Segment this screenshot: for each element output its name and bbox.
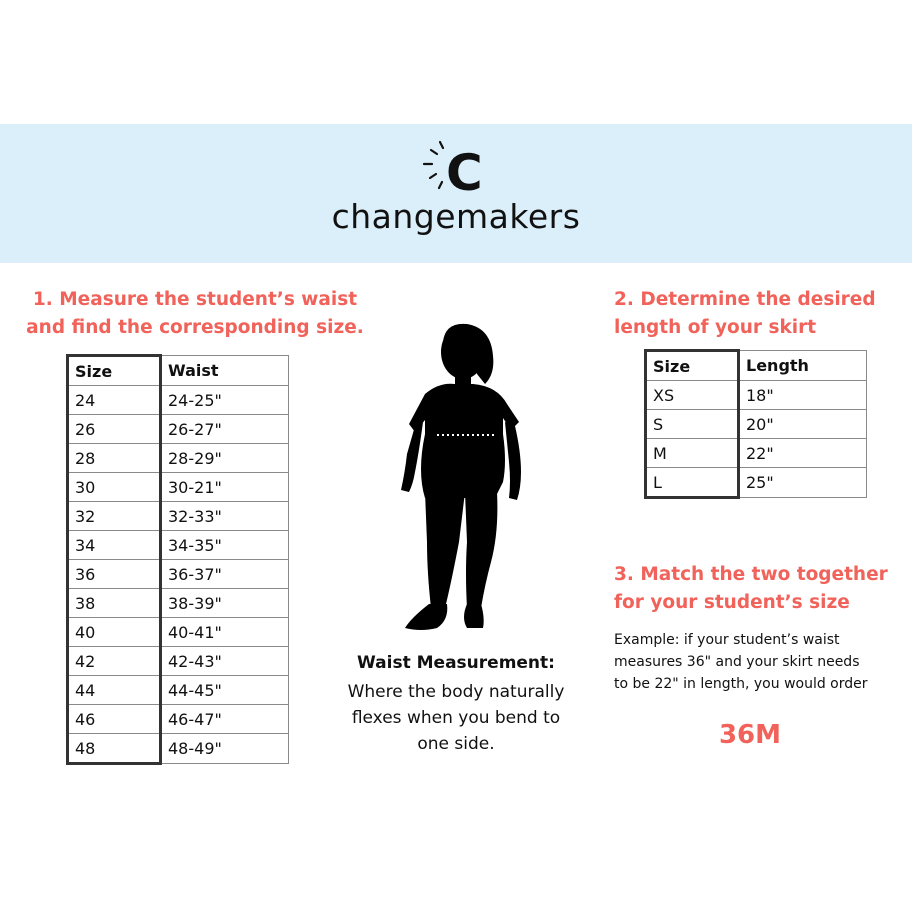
header-measure: Length — [739, 351, 867, 381]
brand-name: changemakers — [331, 197, 581, 236]
cell-measure: 38-39" — [161, 589, 289, 618]
header-size: Size — [68, 356, 161, 386]
step1-heading-line1: 1. Measure the student’s waist — [32, 289, 358, 310]
table-row — [646, 410, 867, 439]
table-row — [68, 502, 289, 531]
cell-size: L — [646, 468, 739, 498]
table-row — [68, 676, 289, 705]
cell-measure: 40-41" — [161, 618, 289, 647]
length-size-table — [644, 349, 867, 499]
cell-size: 44 — [68, 676, 161, 705]
example-line3: to be 22" in length, you would order — [614, 676, 868, 692]
table-header-row — [646, 351, 867, 381]
cell-size: 42 — [68, 647, 161, 676]
table-header-row — [68, 356, 289, 386]
cell-size: 32 — [68, 502, 161, 531]
table-row — [68, 734, 289, 764]
cell-measure: 18" — [739, 381, 867, 410]
table-row — [68, 618, 289, 647]
header-size: Size — [646, 351, 739, 381]
logo-letter: C — [446, 144, 483, 198]
cell-measure: 34-35" — [161, 531, 289, 560]
step2-heading-line1: 2. Determine the desired — [614, 289, 876, 310]
example-line1: Example: if your student’s waist — [614, 632, 840, 648]
table-row — [68, 705, 289, 734]
cell-measure: 32-33" — [161, 502, 289, 531]
cell-measure: 42-43" — [161, 647, 289, 676]
cell-measure: 20" — [739, 410, 867, 439]
step3-heading — [614, 561, 904, 617]
changemakers-logo-icon — [418, 136, 490, 198]
cell-measure: 36-37" — [161, 560, 289, 589]
example-answer: 36M — [718, 720, 782, 750]
cell-measure: 22" — [739, 439, 867, 468]
waist-measurement-title: Waist Measurement: — [357, 653, 555, 673]
step3-heading-line1: 3. Match the two together — [614, 564, 888, 585]
table-row — [68, 473, 289, 502]
cell-size: XS — [646, 381, 739, 410]
step2-heading-line2: length of your skirt — [614, 317, 817, 338]
cell-size: 46 — [68, 705, 161, 734]
cell-size: 48 — [68, 734, 161, 764]
body-silhouette-icon — [385, 322, 525, 634]
cell-measure: 24-25" — [161, 386, 289, 415]
cell-measure: 25" — [739, 468, 867, 498]
cell-size: 30 — [68, 473, 161, 502]
step2-heading — [614, 286, 904, 342]
cell-size: M — [646, 439, 739, 468]
step1-heading — [20, 286, 370, 342]
step3-heading-line2: for your student’s size — [614, 592, 850, 613]
example-line2: measures 36" and your skirt needs — [614, 654, 860, 670]
cell-size: 34 — [68, 531, 161, 560]
table-row — [68, 589, 289, 618]
waist-note-line2: flexes when you bend to — [351, 708, 561, 728]
cell-size: 26 — [68, 415, 161, 444]
table-row — [68, 531, 289, 560]
cell-size: S — [646, 410, 739, 439]
cell-measure: 30-21" — [161, 473, 289, 502]
cell-size: 24 — [68, 386, 161, 415]
cell-size: 40 — [68, 618, 161, 647]
cell-measure: 28-29" — [161, 444, 289, 473]
table-row — [646, 468, 867, 498]
waist-note-line3: one side. — [417, 734, 495, 754]
cell-measure: 46-47" — [161, 705, 289, 734]
table-row — [646, 439, 867, 468]
table-row — [68, 647, 289, 676]
table-row — [68, 444, 289, 473]
cell-size: 28 — [68, 444, 161, 473]
table-row — [646, 381, 867, 410]
cell-measure: 48-49" — [161, 734, 289, 764]
table-row — [68, 560, 289, 589]
waist-size-table — [66, 354, 289, 765]
cell-measure: 44-45" — [161, 676, 289, 705]
cell-size: 36 — [68, 560, 161, 589]
header-measure: Waist — [161, 356, 289, 386]
waist-note-line1: Where the body naturally — [347, 682, 565, 702]
table-row — [68, 386, 289, 415]
step1-heading-line2: and find the corresponding size. — [26, 317, 364, 338]
table-row — [68, 415, 289, 444]
cell-size: 38 — [68, 589, 161, 618]
example-text — [614, 629, 894, 695]
cell-measure: 26-27" — [161, 415, 289, 444]
waist-measurement-description — [336, 679, 576, 757]
